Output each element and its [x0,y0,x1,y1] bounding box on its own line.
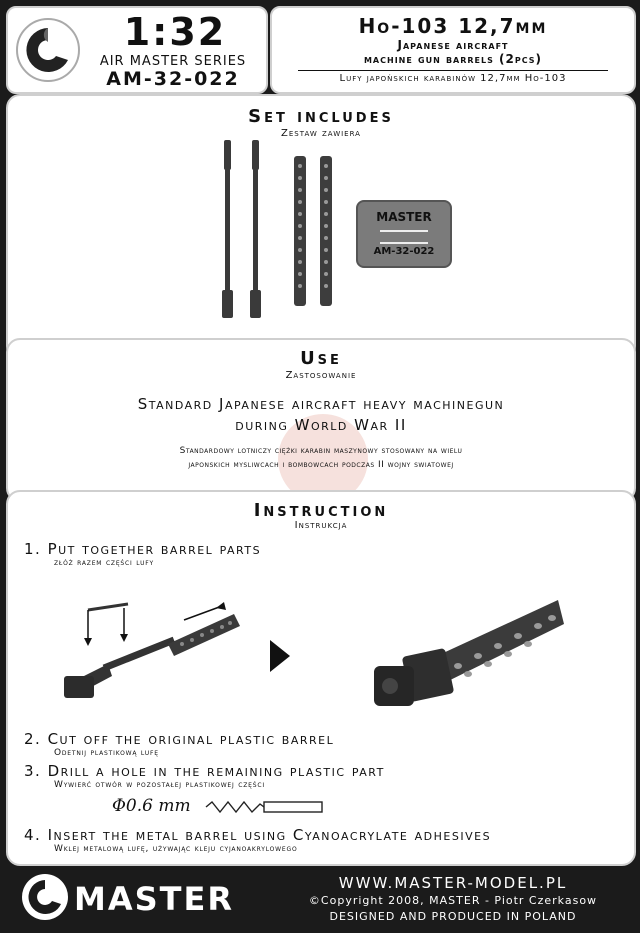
arrow-right-icon [270,640,290,672]
step-4-text: 4. Insert the metal barrel using Cyanoacrylate adhesives [24,826,492,844]
use-line-2: during World War II [235,416,407,434]
product-title: Ho-103 12,7mm [358,14,548,38]
series-label: AIR MASTER SERIES [99,54,247,69]
tag-code: AM-32-022 [373,246,435,257]
step-4 [24,826,491,854]
step-1-text: 1. Put together barrel parts [24,540,262,558]
product-line-2: machine gun barrels (2pcs) [363,52,543,66]
step-2-text: 2. Cut off the original plastic barrel [24,730,335,748]
instruction-section [6,490,636,866]
step-1-sub: złóż razem części lufy [54,558,155,568]
step-3 [24,762,385,790]
instruction-subtitle: Instrukcja [294,520,348,531]
header-left-panel [6,6,268,94]
barrel-parts-image [208,140,358,330]
master-logo-icon [16,18,80,82]
drill-bit-icon [204,800,324,814]
use-title: Use [300,348,342,369]
product-line-1: Japanese aircraft [397,38,509,52]
instruction-title: Instruction [253,500,389,521]
tag-bars-icon [380,230,428,244]
footer-url[interactable]: WWW.MASTER-MODEL.PL [338,874,568,892]
use-polish-2: japonskich mysliwcach i bombowcach podczas II wojny swiatowej [188,460,454,470]
use-section [6,338,636,502]
step-4-sub: Wklej metalową lufę, używając kleju cyjanoakrylowego [54,844,298,854]
scale-label: 1:32 [123,10,227,54]
step-2-sub: Odetnij plastikową lufę [54,748,159,758]
tag-brand: MASTER [376,210,432,224]
polish-title: Lufy japońskich karabinów 12,7mm Ho-103 [339,73,567,84]
set-subtitle: Zestaw zawiera [281,128,361,139]
footer [0,866,640,933]
drill-size-label: Φ0.6 mm [112,796,191,816]
step-3-sub: Wywierć otwór w pozostałej plastikowej części [54,780,265,790]
product-tag [356,200,452,268]
set-includes-section [6,94,636,360]
footer-logo-icon [22,874,68,920]
footer-copyright: ©Copyright 2008, MASTER - Piotr Czerkasow [308,894,598,907]
product-code: AM-32-022 [106,68,240,90]
use-subtitle: Zastosowanie [285,370,357,381]
assembly-before-image [64,600,254,700]
footer-brand: MASTER [74,880,234,918]
use-line-1: Standard Japanese aircraft heavy machinegun [137,395,505,413]
step-1 [24,540,261,568]
header-right-panel [270,6,636,94]
footer-designed: DESIGNED AND PRODUCED IN POLAND [329,910,577,923]
use-polish-1: Standardowy lotniczy ciężki karabin maszynowy stosowany na wielu [179,446,463,456]
assembly-after-image [368,590,568,720]
step-2 [24,730,334,758]
step-3-text: 3. Drill a hole in the remaining plastic part [24,762,385,780]
set-title: Set includes [248,106,394,127]
header-divider [298,70,608,71]
